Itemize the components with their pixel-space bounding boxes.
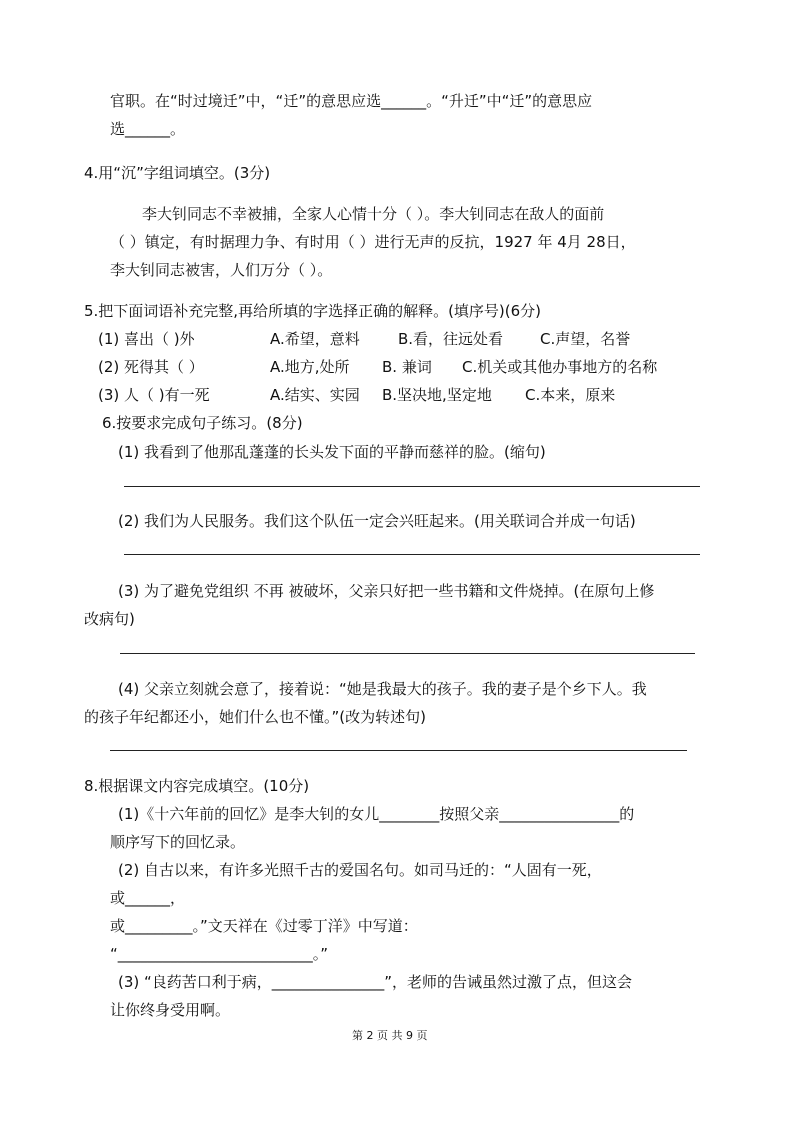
q5-row-1-option-a: A.希望，意料: [270, 330, 360, 348]
q6-sentence-3b: 改病句): [84, 610, 135, 628]
q4-line-2: （ ）镇定，有时据理力争、有时用（ ）进行无声的反抗，1927 年 4月 28日，: [110, 233, 636, 251]
q4-line-1: 李大钊同志不幸被捕，全家人心情十分（ ）。李大钊同志在敌人的面前: [142, 205, 605, 223]
q6-sentence-2: (2) 我们为人民服务。我们这个队伍一定会兴旺起来。(用关联词合并成一句话): [118, 512, 636, 530]
q5-row-1-option-c: C.声望，名誉: [540, 330, 631, 348]
q5-row-3-item: (3) 人（ )有一死: [98, 386, 210, 404]
answer-line-1[interactable]: [124, 486, 700, 487]
q8-part-1-line-1: (1)《十六年前的回忆》是李大钊的女儿________按照父亲________________的: [118, 805, 635, 823]
q6-sentence-3a: (3) 为了避免党组织 不再 被破坏，父亲只好把一些书籍和文件烧掉。(在原句上修: [118, 582, 655, 600]
q6-heading: 6.按要求完成句子练习。(8分): [102, 414, 303, 432]
q8-part-2-line-3: 或_________。”文天祥在《过零丁洋》中写道：: [110, 917, 418, 935]
q8-part-1-line-2: 顺序写下的回忆录。: [110, 833, 246, 851]
answer-line-4[interactable]: [110, 750, 687, 751]
q3-line-2: 选______。: [110, 120, 186, 138]
q4-heading: 4.用“沉”字组词填空。(3分): [84, 164, 271, 182]
q4-line-3: 李大钊同志被害，人们万分（ ）。: [110, 261, 333, 279]
q5-row-2-option-a: A.地方,处所: [270, 358, 350, 376]
q5-heading: 5.把下面词语补充完整,再给所填的字选择正确的解释。(填序号)(6分): [84, 302, 542, 320]
answer-line-3[interactable]: [120, 653, 695, 654]
q8-part-2-line-4: “__________________________。”: [110, 945, 329, 963]
q5-row-2-item: (2) 死得其（ ）: [98, 358, 204, 376]
q6-sentence-4a: (4) 父亲立刻就会意了，接着说：“她是我最大的孩子。我的妻子是个乡下人。我: [118, 680, 647, 698]
q8-heading: 8.根据课文内容完成填空。(10分): [84, 777, 310, 795]
answer-line-2[interactable]: [124, 554, 700, 555]
page-number: 第 2 页 共 9 页: [352, 1029, 428, 1042]
q6-sentence-1: (1) 我看到了他那乱蓬蓬的长头发下面的平静而慈祥的脸。(缩句): [118, 443, 546, 461]
q5-row-1-option-b: B.看，往远处看: [398, 330, 504, 348]
q5-row-3-option-a: A.结实、实园: [270, 386, 360, 404]
q5-row-1-item: (1) 喜出（ )外: [98, 330, 195, 348]
q5-row-3-option-b: B.坚决地,坚定地: [382, 386, 492, 404]
q5-row-3-option-c: C.本来，原来: [525, 386, 616, 404]
q8-part-2-line-2: 或______，: [110, 889, 186, 907]
q3-line-1: 官职。在“时过境迁”中，“迁”的意思应选______。“升迁”中“迁”的意思应: [110, 92, 593, 110]
q8-part-3-line-1: (3) “良药苦口利于病，_______________”，老师的告诫虽然过激了点，但这会: [118, 973, 633, 991]
q5-row-2-option-c: C.机关或其他办事地方的名称: [462, 358, 658, 376]
q6-sentence-4b: 的孩子年纪都还小，她们什么也不懂。”(改为转述句): [84, 708, 426, 726]
q8-part-3-line-2: 让你终身受用啊。: [110, 1001, 231, 1019]
q5-row-2-option-b: B. 兼词: [382, 358, 432, 376]
q8-part-2-line-1: (2) 自古以来，有许多光照千古的爱国名句。如司马迁的：“人固有一死，: [118, 861, 602, 879]
